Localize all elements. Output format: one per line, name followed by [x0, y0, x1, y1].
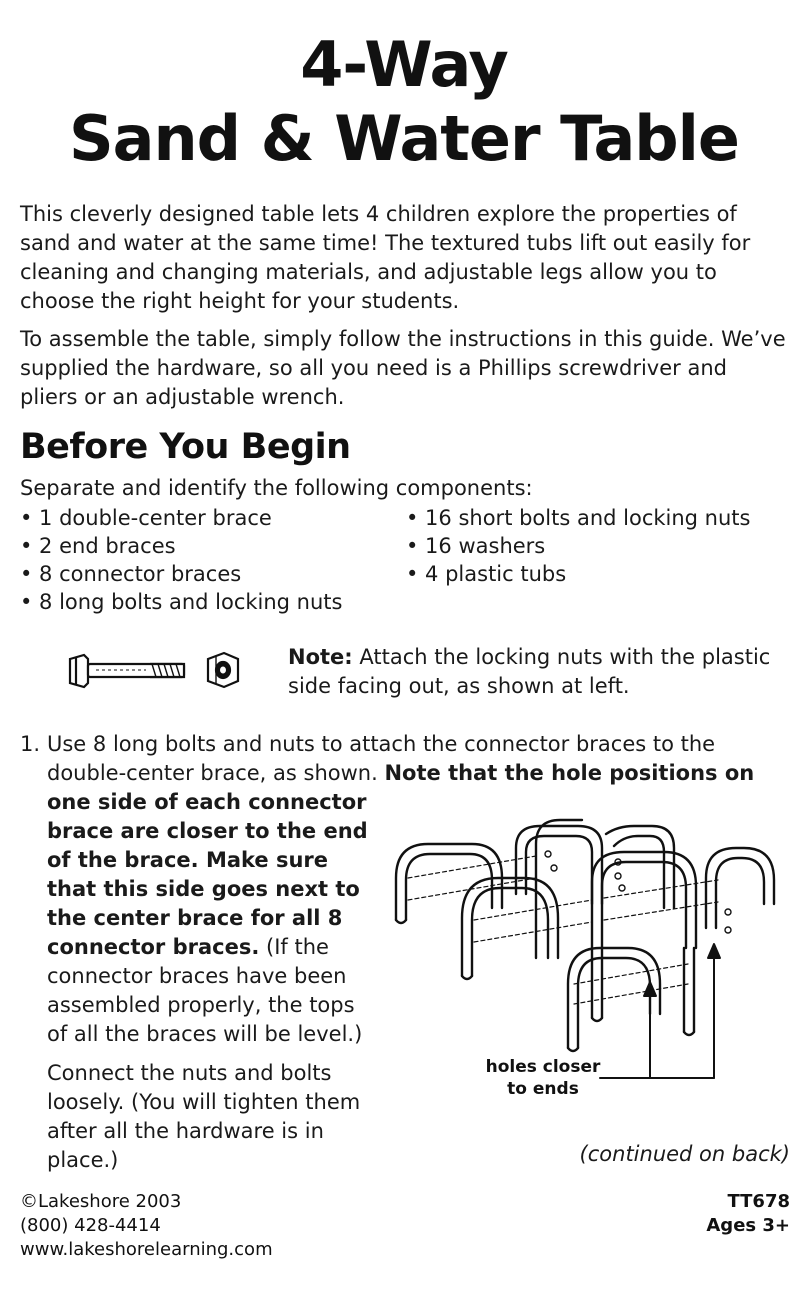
callout-line-2: to ends — [507, 1079, 579, 1099]
note-label: Note: — [288, 645, 353, 669]
components-list-right — [406, 504, 796, 588]
page-title — [0, 28, 808, 176]
step-1-line-1: Use 8 long bolts and nuts to attach the connector braces to the — [47, 732, 716, 756]
title-line-1: 4-Way — [300, 28, 508, 101]
step-1-line-2-bold: Note that the hole positions on — [384, 761, 755, 785]
step-1-line-2-plain: double-center brace, as shown. — [47, 761, 385, 785]
phone-number: (800) 428-4414 — [20, 1215, 161, 1236]
step-1-instructions — [47, 788, 377, 1049]
step-1-number: 1. — [20, 732, 41, 756]
list-item: • 4 plastic tubs — [406, 562, 567, 586]
before-you-begin-heading: Before You Begin — [20, 427, 351, 467]
footer-contact — [20, 1190, 273, 1262]
components-list-left — [20, 504, 410, 616]
locking-nut-icon — [208, 653, 238, 687]
list-item: • 2 end braces — [20, 534, 176, 558]
copyright: ©Lakeshore 2003 — [20, 1191, 182, 1212]
double-center-brace-icon — [516, 826, 602, 904]
note-paragraph — [288, 643, 793, 701]
footer-product — [706, 1190, 790, 1238]
age-rating: Ages 3+ — [706, 1215, 790, 1236]
list-item: • 8 connector braces — [20, 562, 242, 586]
diagram-callout — [478, 1056, 608, 1100]
list-item: • 16 washers — [406, 534, 546, 558]
callout-line-1: holes closer — [485, 1057, 601, 1077]
connector-brace-icon — [396, 844, 502, 920]
list-item: • 1 double-center brace — [20, 506, 272, 530]
intro-paragraph-1: This cleverly designed table lets 4 children explore the properties of sand and water at the same time! The textured tubs lift out easily for cleaning and changing materials, and adjustable legs allow you to choose the right height for your students. — [20, 202, 751, 313]
note-text: Attach the locking nuts with the plastic side facing out, as shown at left. — [288, 645, 771, 698]
bolt-icon — [70, 655, 184, 687]
continued-note: (continued on back) — [579, 1142, 790, 1166]
list-item: • 8 long bolts and locking nuts — [20, 590, 343, 614]
step-1-bold-note: one side of each connector brace are closer to the end of the brace. Make sure that this side goes next to the center brace for all 8 connector braces. — [47, 790, 368, 959]
product-code: TT678 — [727, 1191, 790, 1212]
step-1-line-2 — [47, 759, 754, 788]
list-item: • 16 short bolts and locking nuts — [406, 506, 751, 530]
bolt-and-nut-illustration — [66, 645, 256, 695]
step-1-connect-note: Connect the nuts and bolts loosely. (You will tighten them after all the hardware is in place.) — [47, 1061, 361, 1172]
intro-paragraph-2: To assemble the table, simply follow the instructions in this guide. We’ve supplied the hardware, so all you need is a Phillips screwdriver and pliers or an adjustable wrench. — [20, 327, 786, 409]
components-lead: Separate and identify the following components: — [20, 476, 533, 500]
step-1-paren-note: (If the connector braces have been assembled properly, the tops of all the braces will be level.) — [47, 935, 363, 1046]
title-line-2: Sand & Water Table — [69, 102, 739, 175]
website: www.lakeshorelearning.com — [20, 1239, 273, 1260]
